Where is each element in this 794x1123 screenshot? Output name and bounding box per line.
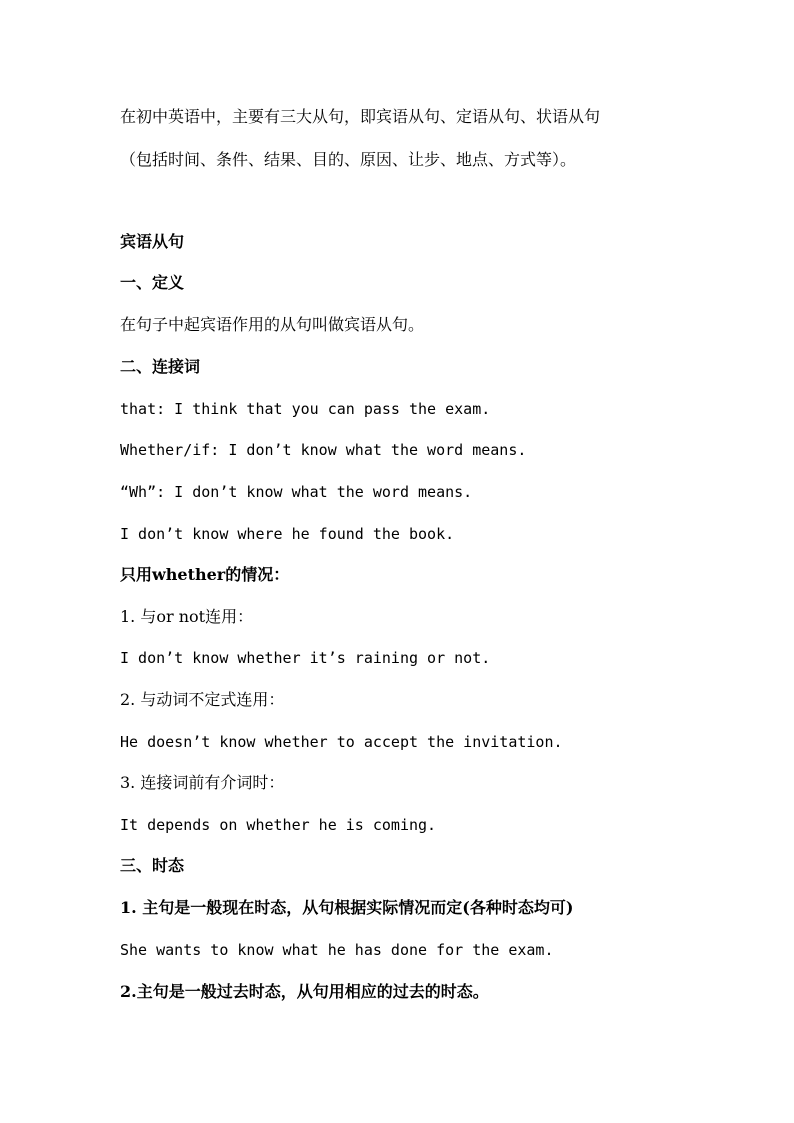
tense-heading: 三、时态 [120,856,185,875]
whether-only-heading: 只用whether的情况： [120,565,290,584]
connective-example-wh: “Wh”: I don’t know what the word means. [120,483,473,501]
connective-example-whether-if: Whether/if: I don’t know what the word means. [120,441,527,459]
whether-item-2-example: He doesn’t know whether to accept the invitation. [120,733,563,751]
whether-item-1-example: I don’t know whether it’s raining or not. [120,649,491,667]
section-title: 宾语从句 [120,232,185,251]
intro-line-2: （包括时间、条件、结果、目的、原因、让步、地点、方式等）。 [120,150,577,169]
definition-text: 在句子中起宾语作用的从句叫做宾语从句。 [120,315,425,334]
whether-item-1-label: 1. 与or not连用： [120,607,254,626]
intro-line-1: 在初中英语中，主要有三大从句，即宾语从句、定语从句、状语从句 [120,107,601,126]
connective-example-that: that: I think that you can pass the exam. [120,400,491,418]
connective-example-where: I don’t know where he found the book. [120,525,455,543]
definition-heading: 一、定义 [120,273,185,292]
connectives-heading: 二、连接词 [120,357,201,376]
tense-rule-1: 1. 主句是一般现在时态，从句根据实际情况而定(各种时态均可) [120,898,574,917]
whether-item-3-label: 3. 连接词前有介词时： [120,773,285,792]
tense-example-1: She wants to know what he has done for the exam. [120,941,554,959]
tense-rule-2: 2.主句是一般过去时态，从句用相应的过去的时态。 [120,982,489,1001]
whether-item-2-label: 2. 与动词不定式连用： [120,690,285,709]
whether-item-3-example: It depends on whether he is coming. [120,816,437,834]
